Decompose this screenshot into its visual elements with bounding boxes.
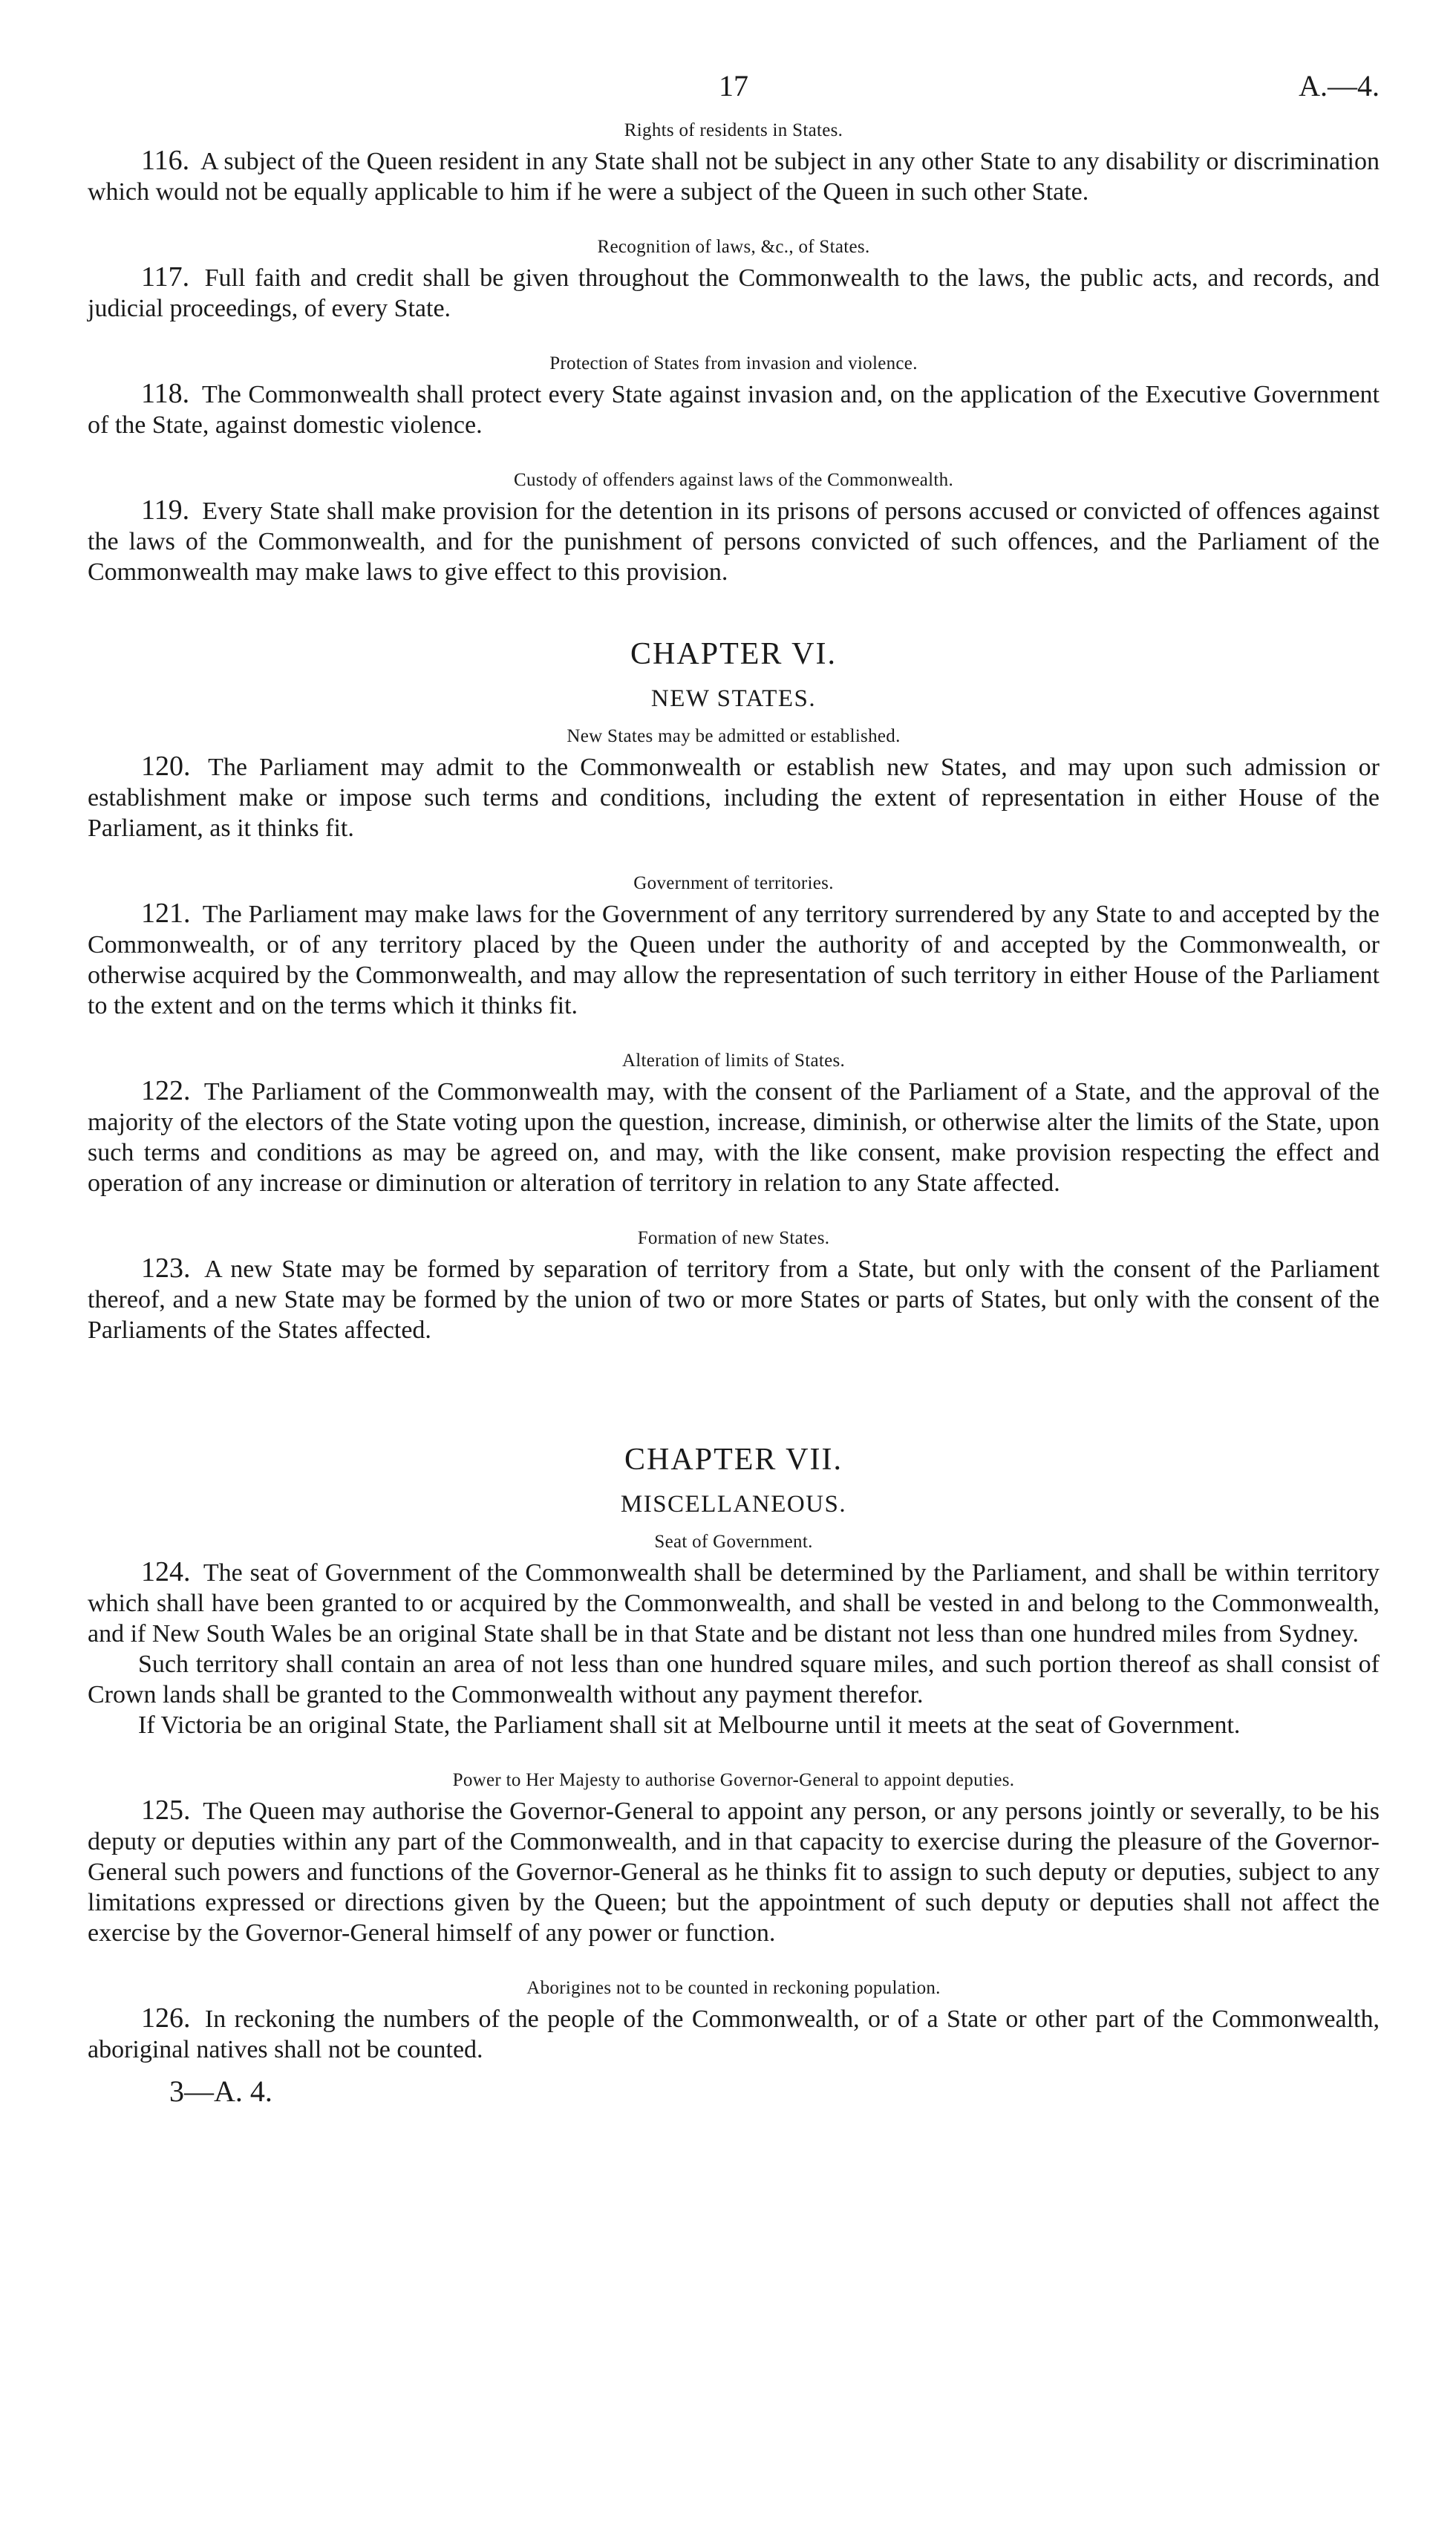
section-124-paragraph-2: Such territory shall contain an area of not less than one hundred square miles, and such portion thereof as shall consist of Crown lands shall be granted to the Commonwealth without any payment therefor. (88, 1651, 1380, 1708)
section-heading-119: Custody of offenders against laws of the Commonwealth. (513, 470, 954, 490)
section-117 (88, 262, 1380, 324)
section-text-126: In reckoning the numbers of the people of the Commonwealth, or of a State or other part of the Commonwealth, aboriginal natives shall not be counted. (88, 2005, 1380, 2063)
section-heading-117: Recognition of laws, &c., of States. (597, 237, 870, 257)
section-118 (88, 379, 1380, 440)
section-116 (88, 146, 1380, 207)
page-number: 17 (719, 69, 748, 102)
section-heading-123: Formation of new States. (637, 1228, 830, 1248)
section-text-117: Full faith and credit shall be given throughout the Commonwealth to the laws, the public acts, and records, and judicial proceedings, of every State. (88, 264, 1380, 322)
spacer (88, 1345, 1380, 1393)
section-heading-124: Seat of Government. (654, 1532, 813, 1552)
section-123 (88, 1253, 1380, 1345)
section-text-124: The seat of Government of the Commonwealth shall be determined by the Parliament, and shall be within territory which shall have been granted to or acquired by the Commonwealth, and shall be vested in and belong to the Commonwealth, and if New South Wales be an original State shall be in that State and be distant not less than one hundred miles from Sydney. (88, 1559, 1380, 1648)
section-122 (88, 1076, 1380, 1198)
section-text-119: Every State shall make provision for the detention in its prisons of persons accused or convicted of offences against the laws of the Commonwealth, and for the punishment of persons convicted of such offences, and the Parliament of the Commonwealth may make laws to give effect to this provision. (88, 497, 1380, 586)
section-text-123: A new State may be formed by separation of territory from a State, but only with the consent of the Parliament thereof, and a new State may be formed by the union of two or more States or parts of States, but only with the consent of the Parliaments of the States affected. (88, 1256, 1380, 1344)
chapter-title-6: CHAPTER VI. (630, 637, 837, 671)
section-number-125: 125. (141, 1795, 191, 1826)
section-text-125: The Queen may authorise the Governor-General to appoint any person, or any persons jointly or severally, to be his deputy or deputies within any part of the Commonwealth, and in that capacity to exercise during the pleasure of the Governor-General such powers and functions of the Governor-General as he thinks fit to assign to such deputy or deputies, subject to any limitations expressed or directions given by the Queen; but the appointment of such deputy or deputies shall not affect the exercise by the Governor-General himself of any power or function. (88, 1798, 1380, 1947)
section-number-124: 124. (141, 1556, 191, 1587)
section-text-122: The Parliament of the Commonwealth may, with the consent of the Parliament of a State, and the approval of the majority of the electors of the State voting upon the question, increase, diminish, or otherwise alter the limits of the State, upon such terms and conditions as may be agreed on, and may, with the like consent, make provision respecting the effect and operation of any increase or diminution or alteration of territory in relation to any State affected. (88, 1078, 1380, 1197)
section-text-121: The Parliament may make laws for the Government of any territory surrendered by any State to and accepted by the Commonwealth, or of any territory placed by the Queen under the authority of and accepted by the Commonwealth, or otherwise acquired by the Commonwealth, and may allow the representation of such territory in either House of the Parliament to the extent and on the terms which it thinks fit. (88, 901, 1380, 1019)
section-121 (88, 898, 1380, 1021)
section-heading-121: Government of territories. (633, 873, 834, 893)
document-page (88, 68, 1380, 2109)
chapter-subtitle-7: MISCELLANEOUS. (620, 1491, 847, 1518)
section-number-118: 118. (141, 378, 190, 409)
section-heading-122: Alteration of limits of States. (621, 1051, 846, 1071)
section-number-117: 117. (141, 261, 190, 293)
chapter-title-7: CHAPTER VII. (624, 1443, 843, 1477)
section-124 (88, 1557, 1380, 1649)
section-119 (88, 495, 1380, 587)
section-text-120: The Parliament may admit to the Commonwealth or establish new States, and may upon such admission or establishment make or impose such terms and conditions, including the extent of representation in either House of the Parliament, as it thinks fit. (88, 754, 1380, 842)
section-number-122: 122. (141, 1075, 191, 1106)
chapter-subtitle-6: NEW STATES. (650, 685, 817, 712)
section-120 (88, 751, 1380, 843)
section-text-116: A subject of the Queen resident in any State shall not be subject in any other State to any disability or discrimination which would not be equally applicable to him if he were a subject of the Queen in such other State. (88, 148, 1380, 206)
section-text-118: The Commonwealth shall protect every State against invasion and, on the application of the Executive Government of the State, against domestic violence. (88, 381, 1380, 439)
section-heading-120: New States may be admitted or established. (567, 726, 901, 746)
section-number-116: 116. (141, 145, 190, 176)
section-heading-118: Protection of States from invasion and violence. (549, 353, 918, 373)
section-number-119: 119. (141, 494, 190, 526)
section-number-120: 120. (141, 751, 191, 782)
document-reference: A.—4. (1299, 69, 1380, 102)
section-number-121: 121. (141, 898, 191, 929)
printer-signature: 3—A. 4. (169, 2074, 272, 2108)
section-126 (88, 2003, 1380, 2065)
section-number-126: 126. (141, 2002, 191, 2034)
section-heading-126: Aborigines not to be counted in reckoning population. (526, 1978, 941, 1998)
section-124-paragraph-3: If Victoria be an original State, the Parliament shall sit at Melbourne until it meets at the seat of Government. (138, 1711, 1241, 1739)
section-125 (88, 1795, 1380, 1948)
section-number-123: 123. (141, 1253, 191, 1284)
section-heading-125: Power to Her Majesty to authorise Governor-General to appoint deputies. (452, 1770, 1015, 1790)
page-header (88, 68, 1380, 120)
section-heading-116: Rights of residents in States. (624, 120, 843, 140)
